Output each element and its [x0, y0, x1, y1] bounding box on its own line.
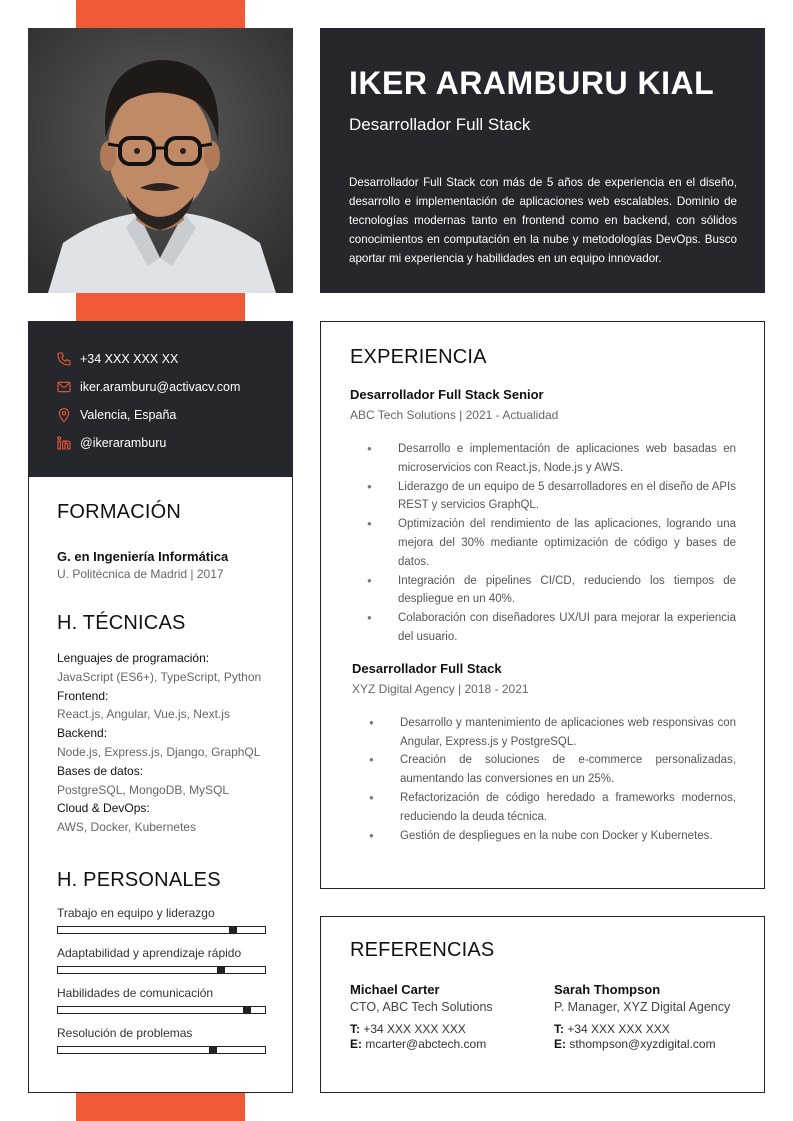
- tech-skill-value: React.js, Angular, Vue.js, Next.js: [57, 707, 230, 722]
- profile-portrait-illustration: [28, 28, 293, 293]
- reference-email: [350, 1037, 554, 1052]
- reference-name: Sarah Thompson: [554, 982, 661, 997]
- list-item: ● Integración de pipelines CI/CD, reduciendo los tiempos de despliegue en un 40%.: [350, 572, 736, 610]
- reference-phone: [350, 1022, 554, 1037]
- reference-card: [554, 982, 730, 1052]
- references-section: [320, 916, 765, 1093]
- job-bullets: [350, 440, 736, 647]
- list-item: ● Creación de soluciones de e-commerce personalizadas, aumentando las conversiones en un 25%.: [352, 751, 736, 789]
- list-item: ● Refactorización de código heredado a frameworks modernos, reduciendo la deuda técnica.: [352, 789, 736, 827]
- header-panel: [320, 28, 765, 293]
- skill-level-marker: [217, 966, 225, 974]
- personal-skill: [57, 986, 264, 1026]
- skill-level-marker: [209, 1046, 217, 1054]
- personal-skills-list: [57, 906, 264, 1066]
- list-item: ● Desarrollo e implementación de aplicaciones web basadas en microservicios con React.js, Node.js y AWS.: [350, 440, 736, 478]
- references-title: REFERENCIAS: [350, 939, 495, 961]
- reference-card: [350, 982, 554, 1052]
- contact-linkedin: [56, 429, 293, 457]
- reference-name: Michael Carter: [350, 982, 440, 997]
- tech-skill-label: Lenguajes de programación:: [57, 651, 210, 665]
- accent-band-middle: [76, 293, 245, 321]
- location-text: Valencia, España: [80, 408, 177, 422]
- tech-skill-value: PostgreSQL, MongoDB, MySQL: [57, 782, 230, 797]
- job-entry: [350, 387, 736, 647]
- accent-band-top: [76, 0, 245, 28]
- skill-level-bar: [57, 966, 266, 974]
- skill-level-bar: [57, 1046, 266, 1054]
- contact-location: [56, 401, 293, 429]
- contact-email: [56, 373, 293, 401]
- job-meta: XYZ Digital Agency | 2018 - 2021: [352, 681, 529, 696]
- list-item: ● Liderazgo de un equipo de 5 desarrolladores en el diseño de APIs REST y servicios GraphQL.: [350, 478, 736, 516]
- reference-email-value: sthompson@xyzdigital.com: [569, 1037, 716, 1051]
- list-item: ● Colaboración con diseñadores UX/UI para mejorar la experiencia del usuario.: [350, 609, 736, 647]
- profile-photo: [28, 28, 293, 293]
- mail-icon: [56, 379, 72, 395]
- list-item: ● Desarrollo y mantenimiento de aplicaciones web responsivas con Angular, Express.js y PostgreSQL.: [352, 714, 736, 752]
- reference-email-value: mcarter@abctech.com: [365, 1037, 487, 1051]
- personal-skill: [57, 906, 264, 946]
- list-item: ● Optimización del rendimiento de las aplicaciones, logrando una mejora del 30% mediante optimización de código y bases de datos.: [350, 515, 736, 571]
- personal-skill-label: Adaptabilidad y aprendizaje rápido: [57, 945, 242, 960]
- tech-skills-title: H. TÉCNICAS: [57, 612, 186, 634]
- skill-level-marker: [229, 926, 237, 934]
- location-pin-icon: [56, 407, 72, 423]
- job-entry: [350, 661, 736, 846]
- email-label: E:: [554, 1037, 566, 1051]
- job-title: Desarrollador Full Stack: [352, 660, 502, 676]
- phone-label: T:: [554, 1022, 564, 1036]
- personal-skill-label: Trabajo en equipo y liderazgo: [57, 905, 215, 920]
- email-label: E:: [350, 1037, 362, 1051]
- experience-section: [320, 321, 765, 889]
- email-text: iker.aramburu@activacv.com: [80, 380, 241, 394]
- skill-level-bar: [57, 1006, 266, 1014]
- job-bullets: [352, 714, 736, 846]
- job-meta: ABC Tech Solutions | 2021 - Actualidad: [350, 408, 559, 422]
- skill-level-marker: [243, 1006, 251, 1014]
- candidate-role: Desarrollador Full Stack: [349, 115, 531, 135]
- contact-panel: [28, 321, 293, 477]
- reference-email: [554, 1037, 730, 1052]
- accent-band-bottom: [76, 1093, 245, 1121]
- tech-skill-label: Frontend:: [57, 688, 109, 703]
- list-item: ● Gestión de despliegues en la nube con Docker y Kubernetes.: [352, 827, 736, 846]
- personal-skill-label: Resolución de problemas: [57, 1025, 193, 1040]
- references-list: [350, 982, 736, 1052]
- education-degree: G. en Ingeniería Informática: [57, 549, 229, 564]
- tech-skills-list: [57, 649, 264, 837]
- reference-phone: [554, 1022, 730, 1037]
- reference-phone-value: +34 XXX XXX XXX: [567, 1022, 670, 1036]
- tech-skill-label: Bases de datos:: [57, 763, 144, 778]
- personal-skill: [57, 1026, 264, 1066]
- phone-icon: [56, 351, 72, 367]
- reference-phone-value: +34 XXX XXX XXX: [363, 1022, 466, 1036]
- skill-level-bar: [57, 926, 266, 934]
- tech-skill-value: Node.js, Express.js, Django, GraphQL: [57, 744, 261, 759]
- personal-skill: [57, 946, 264, 986]
- left-column: [28, 476, 293, 1093]
- tech-skill-value: JavaScript (ES6+), TypeScript, Python: [57, 669, 262, 684]
- phone-text: +34 XXX XXX XX: [80, 352, 179, 366]
- personal-skills-title: H. PERSONALES: [57, 868, 221, 891]
- tech-skill-label: Cloud & DevOps:: [57, 801, 150, 816]
- tech-skill-value: AWS, Docker, Kubernetes: [57, 820, 196, 835]
- phone-label: T:: [350, 1022, 360, 1036]
- job-title: Desarrollador Full Stack Senior: [350, 387, 544, 402]
- experience-title: EXPERIENCIA: [350, 346, 487, 368]
- contact-phone: [56, 345, 293, 373]
- education-school: U. Politécnica de Madrid | 2017: [57, 567, 224, 581]
- linkedin-icon: [56, 435, 72, 451]
- tech-skill-label: Backend:: [57, 726, 108, 741]
- linkedin-text: @ikeraramburu: [80, 436, 167, 450]
- profile-summary: Desarrollador Full Stack con más de 5 años de experiencia en el diseño, desarrollo e implementación de aplicaciones web escalables. Dominio de tecnologías modernas tanto en frontend como en backend, con sólidos conocimientos en computación en la nube y metodologías DevOps. Busco aportar mi experiencia y habilidades en un equipo innovador.: [349, 176, 737, 266]
- candidate-name: IKER ARAMBURU KIAL: [349, 65, 715, 101]
- personal-skill-label: Habilidades de comunicación: [57, 985, 214, 1000]
- education-title: FORMACIÓN: [57, 501, 182, 523]
- reference-role: CTO, ABC Tech Solutions: [350, 1000, 493, 1014]
- reference-role: P. Manager, XYZ Digital Agency: [554, 1000, 731, 1014]
